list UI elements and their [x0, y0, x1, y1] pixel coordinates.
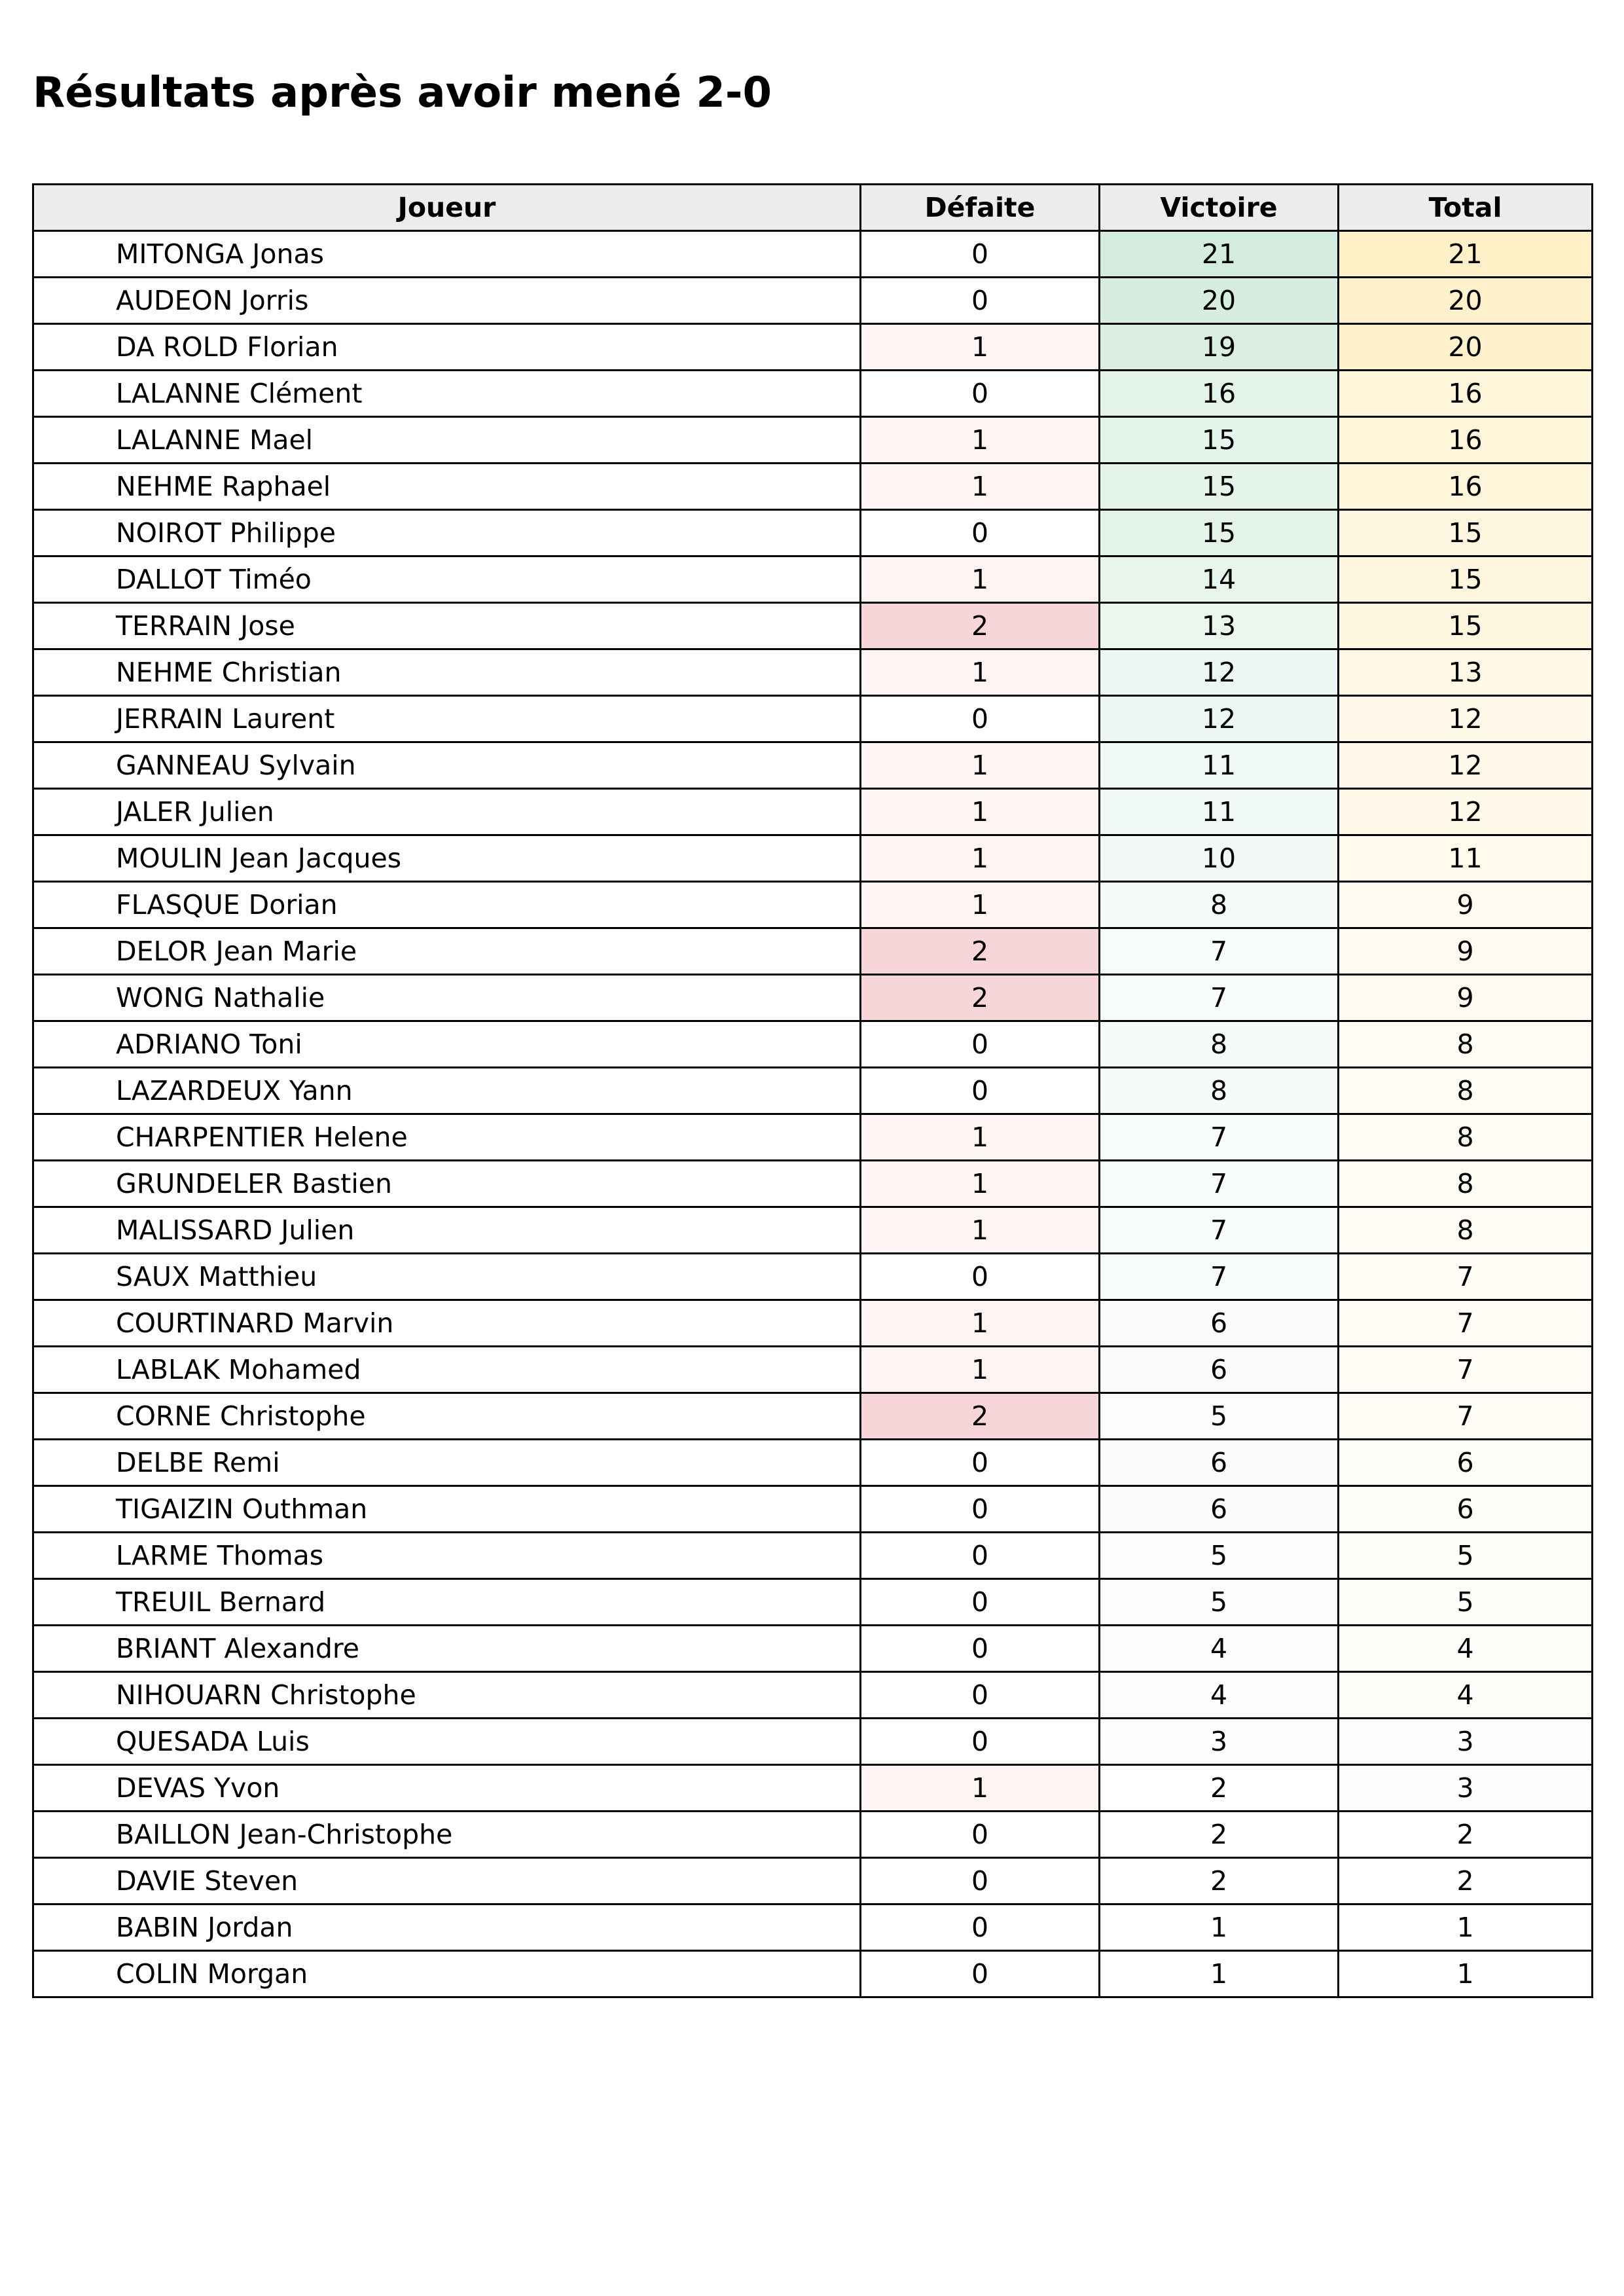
victoire-cell: 7 — [1100, 928, 1339, 975]
player-name-cell: LABLAK Mohamed — [33, 1347, 861, 1393]
column-header-defaite: Défaite — [861, 185, 1100, 231]
table-row — [33, 1626, 1593, 1672]
victoire-cell: 7 — [1100, 1161, 1339, 1207]
table-row — [33, 1440, 1593, 1486]
table-row — [33, 556, 1593, 603]
total-cell: 8 — [1339, 1207, 1593, 1254]
defaite-cell: 0 — [861, 1951, 1100, 1997]
player-name-cell: DAVIE Steven — [33, 1858, 861, 1904]
table-row — [33, 1068, 1593, 1114]
table-row — [33, 1161, 1593, 1207]
results-table — [32, 183, 1593, 1998]
defaite-cell: 1 — [861, 324, 1100, 371]
defaite-cell: 0 — [861, 278, 1100, 324]
defaite-cell: 0 — [861, 1486, 1100, 1533]
defaite-cell: 2 — [861, 928, 1100, 975]
defaite-cell: 0 — [861, 1021, 1100, 1068]
victoire-cell: 5 — [1100, 1579, 1339, 1626]
table-row — [33, 1951, 1593, 1997]
total-cell: 15 — [1339, 603, 1593, 649]
player-name-cell: TERRAIN Jose — [33, 603, 861, 649]
total-cell: 7 — [1339, 1254, 1593, 1300]
total-cell: 3 — [1339, 1765, 1593, 1812]
total-cell: 20 — [1339, 324, 1593, 371]
table-row — [33, 1114, 1593, 1161]
total-cell: 4 — [1339, 1626, 1593, 1672]
victoire-cell: 6 — [1100, 1300, 1339, 1347]
victoire-cell: 7 — [1100, 1207, 1339, 1254]
player-name-cell: BAILLON Jean-Christophe — [33, 1812, 861, 1858]
victoire-cell: 5 — [1100, 1393, 1339, 1440]
victoire-cell: 19 — [1100, 324, 1339, 371]
player-name-cell: LALANNE Mael — [33, 417, 861, 464]
column-header-joueur: Joueur — [33, 185, 861, 231]
player-name-cell: MALISSARD Julien — [33, 1207, 861, 1254]
total-cell: 12 — [1339, 789, 1593, 835]
defaite-cell: 0 — [861, 1533, 1100, 1579]
defaite-cell: 0 — [861, 1858, 1100, 1904]
table-row — [33, 464, 1593, 510]
defaite-cell: 0 — [861, 1904, 1100, 1951]
player-name-cell: NIHOUARN Christophe — [33, 1672, 861, 1719]
player-name-cell: FLASQUE Dorian — [33, 882, 861, 928]
defaite-cell: 2 — [861, 975, 1100, 1021]
table-row — [33, 1254, 1593, 1300]
victoire-cell: 13 — [1100, 603, 1339, 649]
table-row — [33, 928, 1593, 975]
defaite-cell: 1 — [861, 464, 1100, 510]
table-row — [33, 1765, 1593, 1812]
victoire-cell: 6 — [1100, 1440, 1339, 1486]
victoire-cell: 6 — [1100, 1486, 1339, 1533]
defaite-cell: 0 — [861, 1672, 1100, 1719]
defaite-cell: 1 — [861, 417, 1100, 464]
total-cell: 11 — [1339, 835, 1593, 882]
defaite-cell: 0 — [861, 696, 1100, 742]
table-row — [33, 975, 1593, 1021]
total-cell: 9 — [1339, 975, 1593, 1021]
table-row — [33, 1393, 1593, 1440]
victoire-cell: 11 — [1100, 742, 1339, 789]
table-row — [33, 371, 1593, 417]
victoire-cell: 7 — [1100, 1254, 1339, 1300]
player-name-cell: COURTINARD Marvin — [33, 1300, 861, 1347]
player-name-cell: JERRAIN Laurent — [33, 696, 861, 742]
total-cell: 5 — [1339, 1533, 1593, 1579]
player-name-cell: DALLOT Timéo — [33, 556, 861, 603]
defaite-cell: 1 — [861, 1161, 1100, 1207]
victoire-cell: 20 — [1100, 278, 1339, 324]
table-row — [33, 1533, 1593, 1579]
player-name-cell: CORNE Christophe — [33, 1393, 861, 1440]
victoire-cell: 12 — [1100, 696, 1339, 742]
victoire-cell: 15 — [1100, 510, 1339, 556]
table-row — [33, 1207, 1593, 1254]
defaite-cell: 1 — [861, 556, 1100, 603]
player-name-cell: GRUNDELER Bastien — [33, 1161, 861, 1207]
victoire-cell: 3 — [1100, 1719, 1339, 1765]
player-name-cell: MITONGA Jonas — [33, 231, 861, 278]
defaite-cell: 1 — [861, 1347, 1100, 1393]
player-name-cell: QUESADA Luis — [33, 1719, 861, 1765]
table-row — [33, 1812, 1593, 1858]
victoire-cell: 2 — [1100, 1812, 1339, 1858]
total-cell: 15 — [1339, 510, 1593, 556]
total-cell: 16 — [1339, 464, 1593, 510]
table-row — [33, 278, 1593, 324]
defaite-cell: 1 — [861, 1207, 1100, 1254]
victoire-cell: 1 — [1100, 1951, 1339, 1997]
victoire-cell: 11 — [1100, 789, 1339, 835]
total-cell: 7 — [1339, 1393, 1593, 1440]
column-header-total: Total — [1339, 185, 1593, 231]
player-name-cell: LARME Thomas — [33, 1533, 861, 1579]
victoire-cell: 21 — [1100, 231, 1339, 278]
table-row — [33, 1672, 1593, 1719]
total-cell: 8 — [1339, 1114, 1593, 1161]
defaite-cell: 1 — [861, 882, 1100, 928]
total-cell: 5 — [1339, 1579, 1593, 1626]
defaite-cell: 0 — [861, 1440, 1100, 1486]
table-header-row — [33, 185, 1593, 231]
victoire-cell: 8 — [1100, 1068, 1339, 1114]
total-cell: 12 — [1339, 696, 1593, 742]
player-name-cell: TIGAIZIN Outhman — [33, 1486, 861, 1533]
player-name-cell: AUDEON Jorris — [33, 278, 861, 324]
defaite-cell: 0 — [861, 510, 1100, 556]
player-name-cell: BABIN Jordan — [33, 1904, 861, 1951]
total-cell: 15 — [1339, 556, 1593, 603]
player-name-cell: LAZARDEUX Yann — [33, 1068, 861, 1114]
total-cell: 21 — [1339, 231, 1593, 278]
victoire-cell: 1 — [1100, 1904, 1339, 1951]
table-row — [33, 649, 1593, 696]
defaite-cell: 0 — [861, 1626, 1100, 1672]
total-cell: 2 — [1339, 1812, 1593, 1858]
total-cell: 16 — [1339, 371, 1593, 417]
player-name-cell: NEHME Raphael — [33, 464, 861, 510]
total-cell: 8 — [1339, 1021, 1593, 1068]
victoire-cell: 7 — [1100, 1114, 1339, 1161]
table-row — [33, 603, 1593, 649]
total-cell: 9 — [1339, 882, 1593, 928]
table-row — [33, 835, 1593, 882]
player-name-cell: MOULIN Jean Jacques — [33, 835, 861, 882]
defaite-cell: 0 — [861, 1254, 1100, 1300]
table-row — [33, 1719, 1593, 1765]
defaite-cell: 0 — [861, 1579, 1100, 1626]
table-row — [33, 789, 1593, 835]
defaite-cell: 0 — [861, 231, 1100, 278]
defaite-cell: 0 — [861, 1719, 1100, 1765]
defaite-cell: 1 — [861, 1300, 1100, 1347]
total-cell: 16 — [1339, 417, 1593, 464]
player-name-cell: BRIANT Alexandre — [33, 1626, 861, 1672]
defaite-cell: 2 — [861, 603, 1100, 649]
table-row — [33, 231, 1593, 278]
defaite-cell: 1 — [861, 789, 1100, 835]
total-cell: 13 — [1339, 649, 1593, 696]
player-name-cell: TREUIL Bernard — [33, 1579, 861, 1626]
player-name-cell: NOIROT Philippe — [33, 510, 861, 556]
victoire-cell: 6 — [1100, 1347, 1339, 1393]
total-cell: 6 — [1339, 1486, 1593, 1533]
victoire-cell: 2 — [1100, 1858, 1339, 1904]
total-cell: 20 — [1339, 278, 1593, 324]
victoire-cell: 15 — [1100, 417, 1339, 464]
victoire-cell: 4 — [1100, 1626, 1339, 1672]
victoire-cell: 8 — [1100, 882, 1339, 928]
table-row — [33, 324, 1593, 371]
table-row — [33, 882, 1593, 928]
total-cell: 2 — [1339, 1858, 1593, 1904]
defaite-cell: 0 — [861, 1812, 1100, 1858]
page-title: Résultats après avoir mené 2-0 — [33, 69, 772, 117]
player-name-cell: DEVAS Yvon — [33, 1765, 861, 1812]
victoire-cell: 2 — [1100, 1765, 1339, 1812]
defaite-cell: 0 — [861, 1068, 1100, 1114]
defaite-cell: 1 — [861, 742, 1100, 789]
defaite-cell: 1 — [861, 649, 1100, 696]
player-name-cell: COLIN Morgan — [33, 1951, 861, 1997]
player-name-cell: GANNEAU Sylvain — [33, 742, 861, 789]
table-row — [33, 510, 1593, 556]
total-cell: 9 — [1339, 928, 1593, 975]
player-name-cell: CHARPENTIER Helene — [33, 1114, 861, 1161]
player-name-cell: ADRIANO Toni — [33, 1021, 861, 1068]
total-cell: 7 — [1339, 1300, 1593, 1347]
table-body — [33, 231, 1593, 1997]
table-row — [33, 1579, 1593, 1626]
victoire-cell: 7 — [1100, 975, 1339, 1021]
victoire-cell: 15 — [1100, 464, 1339, 510]
victoire-cell: 16 — [1100, 371, 1339, 417]
player-name-cell: NEHME Christian — [33, 649, 861, 696]
total-cell: 8 — [1339, 1161, 1593, 1207]
total-cell: 1 — [1339, 1951, 1593, 1997]
table-row — [33, 1347, 1593, 1393]
total-cell: 8 — [1339, 1068, 1593, 1114]
player-name-cell: LALANNE Clément — [33, 371, 861, 417]
defaite-cell: 1 — [861, 835, 1100, 882]
player-name-cell: WONG Nathalie — [33, 975, 861, 1021]
table-row — [33, 1021, 1593, 1068]
player-name-cell: SAUX Matthieu — [33, 1254, 861, 1300]
table-row — [33, 417, 1593, 464]
victoire-cell: 5 — [1100, 1533, 1339, 1579]
player-name-cell: DA ROLD Florian — [33, 324, 861, 371]
table-row — [33, 1486, 1593, 1533]
defaite-cell: 1 — [861, 1114, 1100, 1161]
column-header-victoire: Victoire — [1100, 185, 1339, 231]
victoire-cell: 8 — [1100, 1021, 1339, 1068]
total-cell: 4 — [1339, 1672, 1593, 1719]
table-row — [33, 1300, 1593, 1347]
total-cell: 6 — [1339, 1440, 1593, 1486]
player-name-cell: DELBE Remi — [33, 1440, 861, 1486]
table-row — [33, 1858, 1593, 1904]
victoire-cell: 12 — [1100, 649, 1339, 696]
table-row — [33, 696, 1593, 742]
player-name-cell: JALER Julien — [33, 789, 861, 835]
defaite-cell: 2 — [861, 1393, 1100, 1440]
total-cell: 1 — [1339, 1904, 1593, 1951]
defaite-cell: 1 — [861, 1765, 1100, 1812]
defaite-cell: 0 — [861, 371, 1100, 417]
total-cell: 12 — [1339, 742, 1593, 789]
player-name-cell: DELOR Jean Marie — [33, 928, 861, 975]
victoire-cell: 4 — [1100, 1672, 1339, 1719]
victoire-cell: 10 — [1100, 835, 1339, 882]
total-cell: 7 — [1339, 1347, 1593, 1393]
table-row — [33, 742, 1593, 789]
table-row — [33, 1904, 1593, 1951]
total-cell: 3 — [1339, 1719, 1593, 1765]
victoire-cell: 14 — [1100, 556, 1339, 603]
